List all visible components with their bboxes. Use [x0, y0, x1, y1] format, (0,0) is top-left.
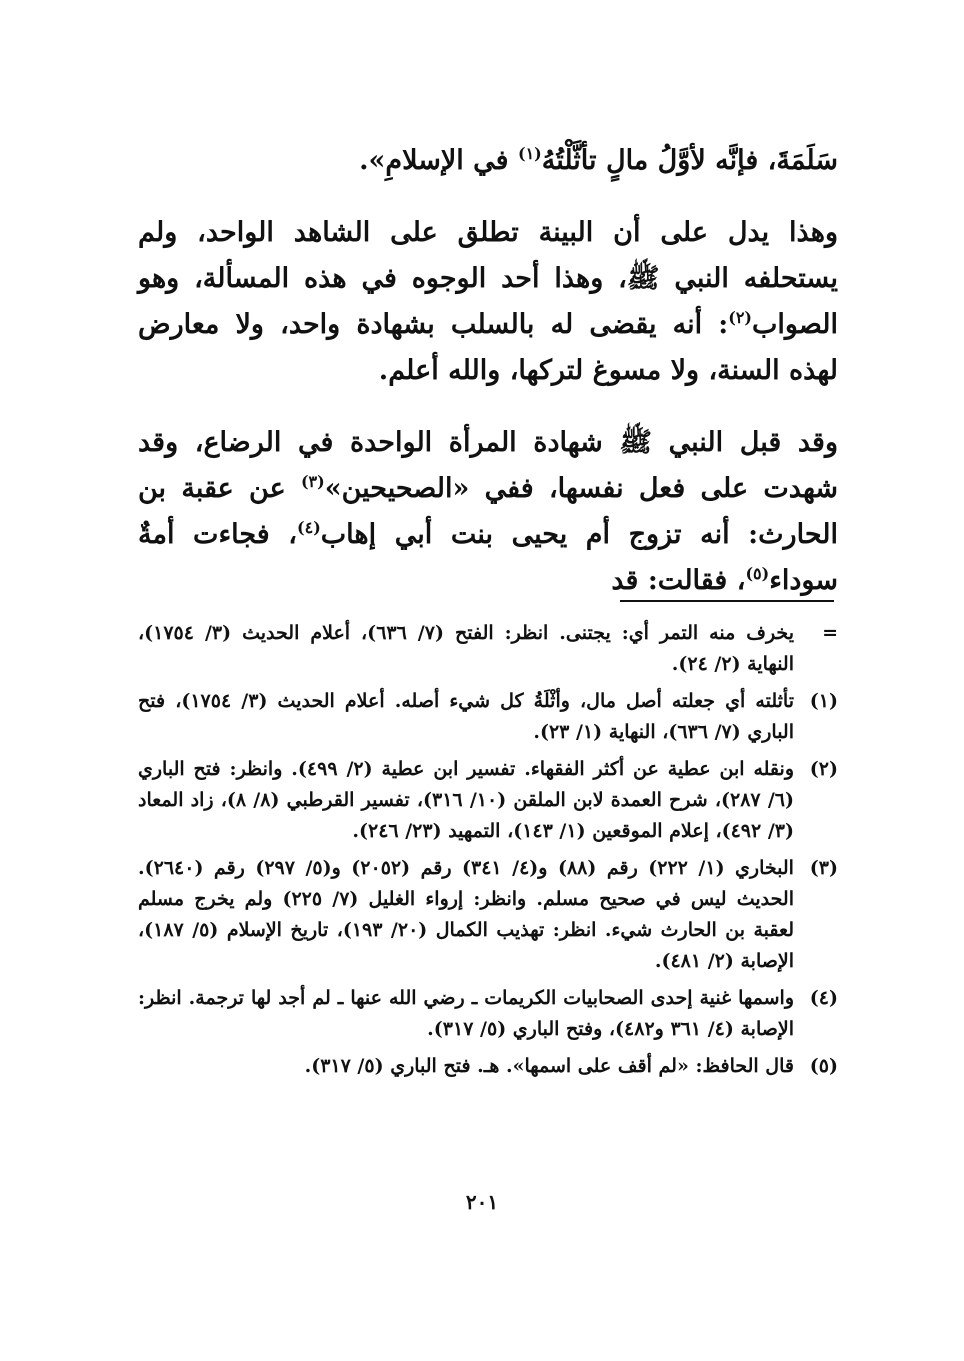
page-number: ٢٠١ — [465, 1190, 499, 1214]
paragraph-1-tail: في الإسلامِ». — [359, 145, 518, 176]
footnote-ref-4: (٤) — [297, 518, 321, 537]
paragraph-2-text-a: وهذا يدل على أن البينة تطلق على الشاهد الواحد، ولم يستحلفه النبي ﷺ، وهذا أحد الوجوه في هذه المسألة، وهو الصواب — [138, 217, 838, 340]
footnote-4 — [138, 983, 838, 1045]
footnote-text: واسمها غنية إحدى الصحابيات الكريمات ـ رضي الله عنها ـ لم أجد لها ترجمة. انظر: الإصابة (٤/ ٣٦١ و٤٨٢)، وفتح الباري (٥/ ٣١٧). — [138, 987, 794, 1040]
paragraph-3-text-c: ، فجاءت أمةٌ سوداء — [138, 519, 838, 596]
main-text — [138, 138, 838, 604]
footnote-continuation — [138, 618, 838, 680]
footnote-marker: (١) — [809, 690, 838, 712]
footnote-text: قال الحافظ: «لم أقف على اسمها». هـ. فتح الباري (٥/ ٣١٧). — [304, 1055, 794, 1077]
footnote-marker: = — [822, 622, 838, 644]
footnote-text: ونقله ابن عطية عن أكثر الفقهاء. تفسير ابن عطية (٢/ ٤٩٩). وانظر: فتح الباري (٦/ ٢٨٧)، شرح العمدة لابن الملقن (١٠/ ٣١٦)، تفسير القرطبي (٨/ ٨)، زاد المعاد (٣/ ٤٩٢)، إعلام الموقعين (١/ ١٤٣)، التمهيد (٢٣/ ٢٤٦). — [138, 758, 795, 842]
footnote-3 — [138, 853, 838, 977]
footnote-text: يخرف منه التمر أي: يجتنى. انظر: الفتح (٧/ ٦٣٦)، أعلام الحديث (٣/ ١٧٥٤)، النهاية (٢/ ٢٤). — [138, 622, 794, 675]
footnote-2 — [138, 754, 838, 847]
paragraph-3 — [138, 420, 838, 604]
footnote-ref-2: (٢) — [728, 308, 752, 327]
footnote-1 — [138, 686, 838, 748]
footnote-ref-5: (٥) — [745, 564, 770, 583]
footnote-5 — [138, 1051, 838, 1082]
paragraph-2 — [138, 210, 838, 394]
footnotes — [138, 618, 838, 1088]
footnote-text: تأثلته أي جعلته أصل مال، وأثْلَةُ كل شيء أصله. أعلام الحديث (٣/ ١٧٥٤)، فتح الباري (٧/ ٦٣٦)، النهاية (١/ ٢٣). — [138, 690, 795, 743]
footnote-text: البخاري (١/ ٢٢٢) رقم (٨٨) و(٤/ ٣٤١) رقم (٢٠٥٢) و(٥/ ٢٩٧) رقم (٢٦٤٠). الحديث ليس في صحيح مسلم. وانظر: إرواء الغليل (٧/ ٢٢٥) ولم يخرج مسلم لعقبة بن الحارث شيء. انظر: تهذيب الكمال (٢٠/ ١٩٣)، تاريخ الإسلام (٥/ ١٨٧)، الإصابة (٢/ ٤٨١). — [138, 857, 794, 972]
footnote-marker: (٤) — [809, 987, 838, 1009]
footnote-marker: (٣) — [809, 857, 838, 879]
paragraph-3-text-a: وقد قبل النبي ﷺ شهادة المرأة الواحدة في الرضاع، وقد شهدت على فعل نفسها، ففي «الصحيحين» — [138, 427, 839, 504]
paragraph-3-text-d: ، فقالت: قد — [611, 565, 746, 596]
paragraph-2-text-b: : أنه يقضى له بالسلب بشهادة واحد، ولا معارض لهذه السنة، ولا مسوغ لتركها، والله أعلم. — [138, 309, 838, 386]
footnote-marker: (٥) — [809, 1055, 838, 1077]
paragraph-1 — [138, 138, 838, 184]
footnote-ref-1: (١) — [517, 144, 542, 163]
paragraph-3-text-b: عن عقبة بن الحارث: أنه تزوج أم يحيى بنت أبي إهاب — [138, 473, 838, 550]
footnote-marker: (٢) — [809, 758, 838, 780]
footnote-separator — [620, 600, 834, 602]
footnote-ref-3: (٣) — [300, 472, 325, 491]
paragraph-1-text: سَلَمَةَ، فإنَّه لأوَّلُ مالٍ تأثَّلْتُهُ — [541, 145, 838, 176]
